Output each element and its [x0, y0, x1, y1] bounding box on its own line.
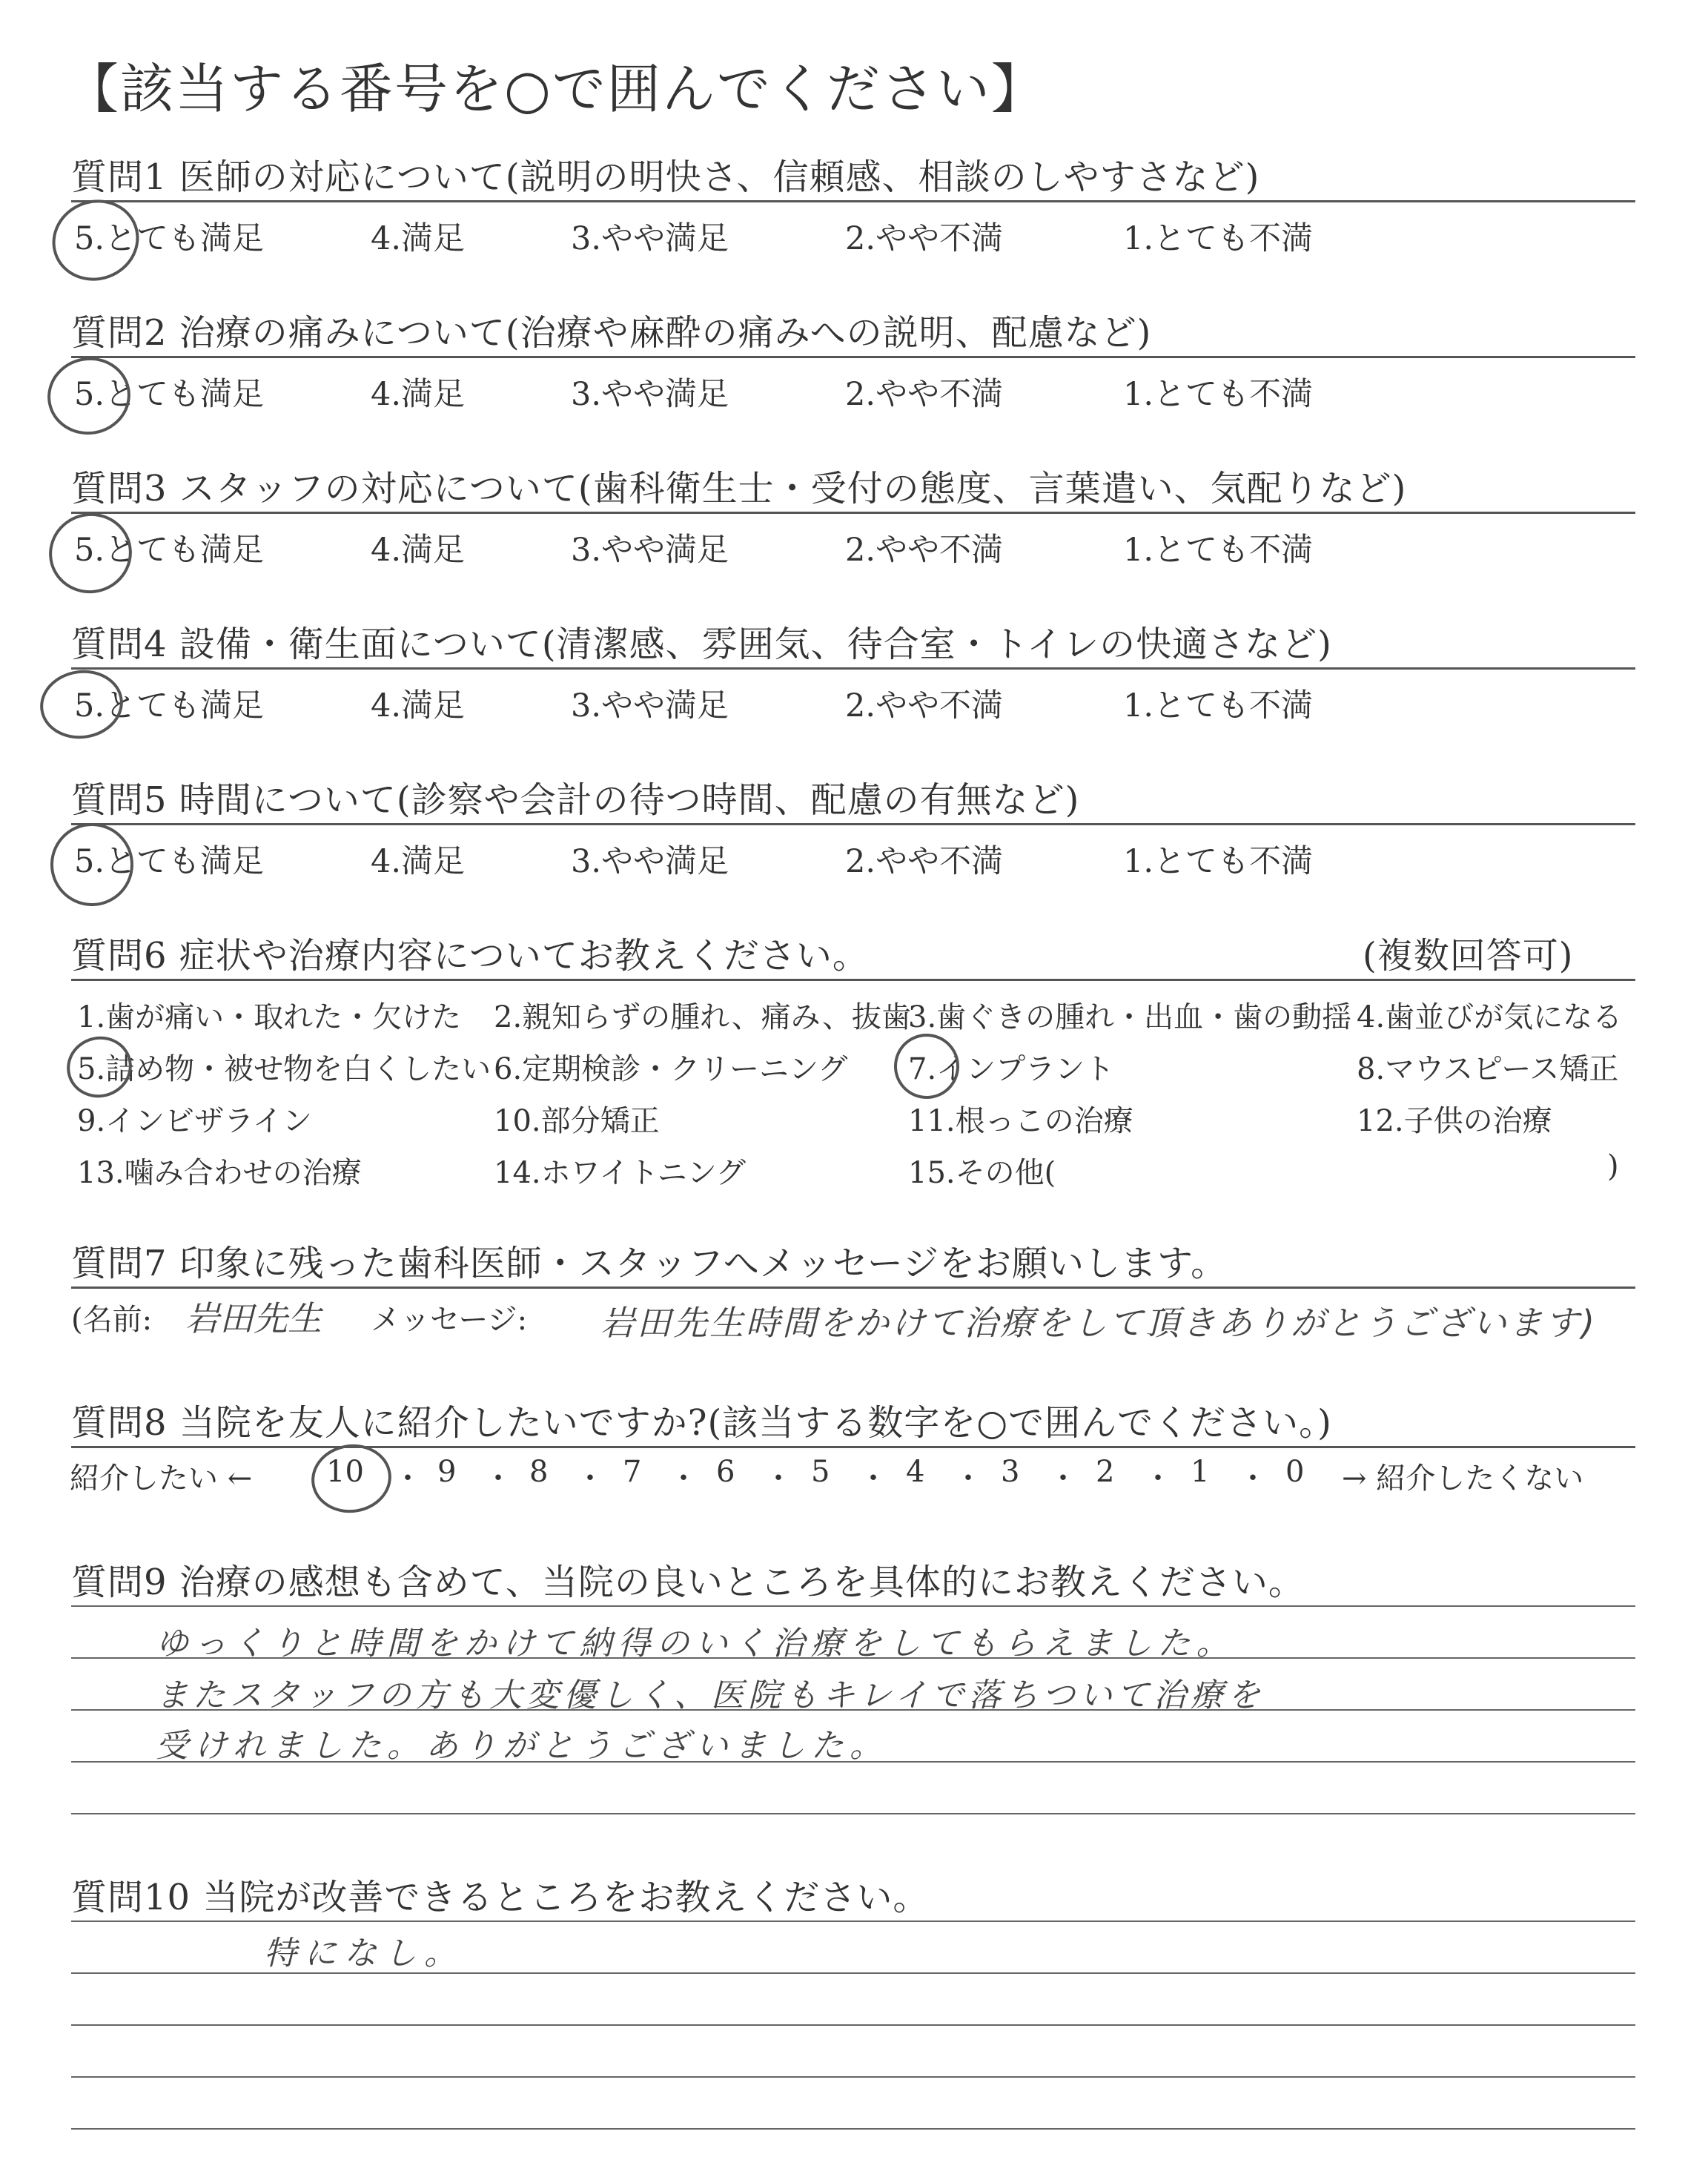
- q3-option-2[interactable]: 2.やや不満: [845, 532, 1004, 569]
- q10-line-4: [71, 2076, 1635, 2078]
- q4-option-3[interactable]: 3.やや満足: [571, 687, 729, 724]
- q3-rule: [71, 512, 1635, 514]
- q9-answer-line-1[interactable]: ゆっくりと時間をかけて納得のいく治療をしてもらえました。: [156, 1625, 1235, 1662]
- q6-option-2[interactable]: 2.親知らずの腫れ、痛み、抜歯: [494, 1000, 911, 1034]
- q8-scale-dot: ・: [483, 1462, 513, 1496]
- q3-selection-circle: [40, 503, 141, 602]
- q4-option-4[interactable]: 4.満足: [371, 687, 466, 724]
- q7-heading: 質問7 印象に残った歯科医師・スタッフへメッセージをお願いします。: [71, 1243, 1228, 1284]
- q9-answer-line-3[interactable]: 受けれました。ありがとうございました。: [156, 1727, 888, 1765]
- q1-option-4[interactable]: 4.満足: [371, 220, 466, 257]
- q4-rule: [71, 667, 1635, 670]
- q8-scale-0[interactable]: 0: [1285, 1455, 1305, 1489]
- q6-option-10[interactable]: 10.部分矯正: [494, 1104, 660, 1138]
- q2-option-3[interactable]: 3.やや満足: [571, 376, 729, 413]
- q6-option-13[interactable]: 13.噛み合わせの治療: [77, 1156, 362, 1190]
- q8-scale-7[interactable]: 7: [623, 1455, 642, 1489]
- q3-option-3[interactable]: 3.やや満足: [571, 532, 729, 569]
- q10-answer-line-1[interactable]: 特になし。: [264, 1935, 464, 1972]
- q6-multiple-note: (複数回答可): [1363, 935, 1574, 977]
- q3-option-1[interactable]: 1.とても不満: [1123, 532, 1314, 569]
- q6-heading: 質問6 症状や治療内容についてお教えください。: [71, 935, 869, 977]
- q8-scale-4[interactable]: 4: [906, 1455, 925, 1489]
- q8-right-label: → 紹介したくない: [1342, 1462, 1584, 1496]
- q5-selection-circle: [39, 811, 145, 918]
- q2-option-4[interactable]: 4.満足: [371, 376, 466, 413]
- q8-scale-dot: ・: [858, 1462, 888, 1496]
- q8-scale-1[interactable]: 1: [1191, 1455, 1210, 1489]
- q2-option-2[interactable]: 2.やや不満: [845, 376, 1004, 413]
- q2-option-1[interactable]: 1.とても不満: [1123, 376, 1314, 413]
- q1-option-2[interactable]: 2.やや不満: [845, 220, 1004, 257]
- q5-option-5[interactable]: 5.とても満足: [74, 843, 265, 880]
- q8-scale-dot: ・: [953, 1462, 983, 1496]
- q2-heading: 質問2 治療の痛みについて(治療や麻酔の痛みへの説明、配慮など): [71, 312, 1152, 354]
- q5-option-3[interactable]: 3.やや満足: [571, 843, 729, 880]
- q8-scale-2[interactable]: 2: [1096, 1455, 1115, 1489]
- q8-left-label: 紹介したい ←: [70, 1462, 253, 1496]
- q2-selection-circle: [42, 351, 136, 441]
- q6-selection-circle-5: [60, 1029, 139, 1105]
- q10-heading: 質問10 当院が改善できるところをお教えください。: [71, 1877, 930, 1918]
- q8-selection-circle: [307, 1439, 396, 1518]
- q9-line-5: [71, 1813, 1635, 1814]
- q8-heading: 質問8 当院を友人に紹介したいですか?(該当する数字を○で囲んでください。): [71, 1402, 1332, 1444]
- q10-line-1: [71, 1920, 1635, 1922]
- q6-option-14[interactable]: 14.ホワイトニング: [494, 1156, 747, 1190]
- q8-scale-dot: ・: [393, 1462, 423, 1496]
- q1-option-5[interactable]: 5.とても満足: [74, 220, 265, 257]
- q3-heading: 質問3 スタッフの対応について(歯科衛生士・受付の態度、言葉遣い、気配りなど): [71, 468, 1407, 509]
- q8-scale-dot: ・: [1238, 1462, 1268, 1496]
- q9-heading: 質問9 治療の感想も含めて、当院の良いところを具体的にお教えください。: [71, 1562, 1305, 1603]
- q8-scale-8[interactable]: 8: [529, 1455, 549, 1489]
- q8-scale-dot: ・: [764, 1462, 793, 1496]
- q6-option-1[interactable]: 1.歯が痛い・取れた・欠けた: [77, 1000, 462, 1034]
- q1-selection-circle: [41, 188, 150, 293]
- q6-option-8[interactable]: 8.マウスピース矯正: [1357, 1052, 1619, 1086]
- q2-option-5[interactable]: 5.とても満足: [74, 376, 265, 413]
- q5-heading: 質問5 時間について(診察や会計の待つ時間、配慮の有無など): [71, 779, 1080, 821]
- q8-scale-dot: ・: [575, 1462, 605, 1496]
- q6-option-15-close: ): [1607, 1149, 1619, 1183]
- q5-rule: [71, 823, 1635, 825]
- q6-option-7[interactable]: 7.インプラント: [908, 1052, 1115, 1086]
- q1-option-3[interactable]: 3.やや満足: [571, 220, 729, 257]
- q8-scale-5[interactable]: 5: [811, 1455, 830, 1489]
- q8-scale-dot: ・: [1048, 1462, 1078, 1496]
- q8-scale-3[interactable]: 3: [1001, 1455, 1020, 1489]
- q6-option-11[interactable]: 11.根っこの治療: [908, 1104, 1133, 1138]
- q10-line-5: [71, 2128, 1635, 2130]
- q8-scale-6[interactable]: 6: [716, 1455, 735, 1489]
- q9-line-1: [71, 1605, 1635, 1607]
- q3-option-5[interactable]: 5.とても満足: [74, 532, 265, 569]
- q8-rule: [71, 1446, 1635, 1448]
- q3-option-4[interactable]: 4.満足: [371, 532, 466, 569]
- q6-option-9[interactable]: 9.インビザライン: [77, 1104, 312, 1138]
- q7-name-label: (名前:: [71, 1303, 153, 1337]
- q5-option-1[interactable]: 1.とても不満: [1123, 843, 1314, 880]
- q4-selection-circle: [36, 665, 128, 744]
- q4-option-1[interactable]: 1.とても不満: [1123, 687, 1314, 724]
- q8-scale-dot: ・: [669, 1462, 698, 1496]
- q8-scale-10[interactable]: 10: [326, 1455, 364, 1489]
- q6-option-3[interactable]: 3.歯ぐきの腫れ・出血・歯の動揺: [908, 1000, 1352, 1034]
- q6-option-15[interactable]: 15.その他(: [908, 1156, 1056, 1190]
- q6-option-6[interactable]: 6.定期検診・クリーニング: [494, 1052, 848, 1086]
- q7-rule: [71, 1287, 1635, 1289]
- q5-option-4[interactable]: 4.満足: [371, 843, 466, 880]
- q2-rule: [71, 356, 1635, 358]
- q8-scale-9[interactable]: 9: [437, 1455, 457, 1489]
- q6-option-12[interactable]: 12.子供の治療: [1357, 1104, 1552, 1138]
- page-title: 【該当する番号を○で囲んでください】: [65, 58, 1046, 120]
- q7-message-value[interactable]: 岩田先生時間をかけて治療をして頂きありがとうございます): [600, 1303, 1597, 1343]
- q1-heading: 質問1 医師の対応について(説明の明快さ、信頼感、相談のしやすさなど): [71, 156, 1260, 198]
- q8-scale-dot: ・: [1143, 1462, 1173, 1496]
- q4-heading: 質問4 設備・衛生面について(清潔感、雰囲気、待合室・トイレの快適さなど): [71, 624, 1332, 665]
- q6-option-5[interactable]: 5.詰め物・被せ物を白くしたい: [77, 1052, 491, 1086]
- q6-rule: [71, 979, 1635, 981]
- q7-message-label: メッセージ:: [371, 1303, 528, 1337]
- q1-option-1[interactable]: 1.とても不満: [1123, 220, 1314, 257]
- q4-option-5[interactable]: 5.とても満足: [74, 687, 265, 724]
- q4-option-2[interactable]: 2.やや不満: [845, 687, 1004, 724]
- q5-option-2[interactable]: 2.やや不満: [845, 843, 1004, 880]
- q6-selection-circle-7: [889, 1028, 964, 1104]
- q6-option-4[interactable]: 4.歯並びが気になる: [1357, 1000, 1623, 1034]
- q10-line-3: [71, 2024, 1635, 2026]
- q9-answer-line-2[interactable]: またスタッフの方も大変優しく、医院もキレイで落ちついて治療を: [156, 1677, 1265, 1714]
- q7-name-value[interactable]: 岩田先生: [185, 1298, 322, 1338]
- q1-rule: [71, 200, 1635, 202]
